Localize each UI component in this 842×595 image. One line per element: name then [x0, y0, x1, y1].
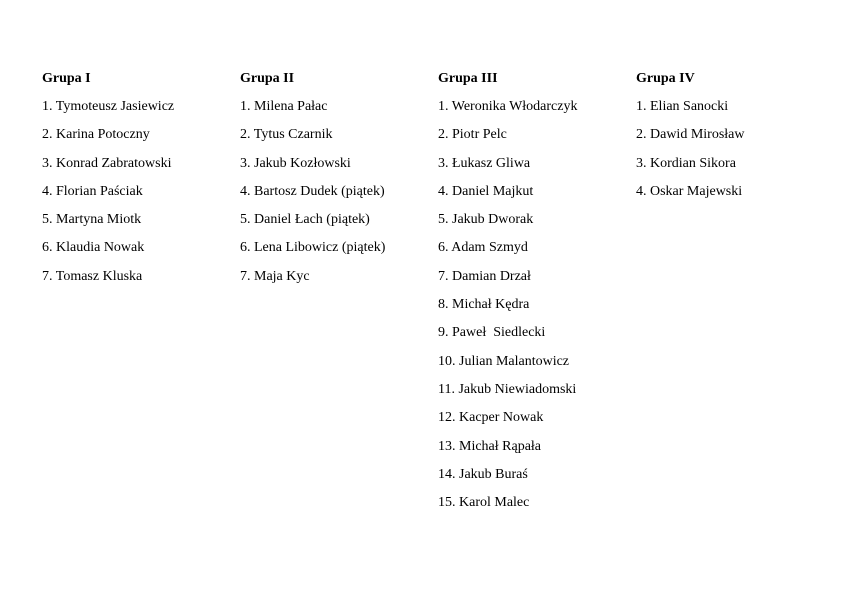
- list-item: 1. Milena Pałac: [240, 99, 328, 114]
- list-item: 4. Florian Paściak: [42, 183, 143, 199]
- group-2: [240, 70, 438, 296]
- member-list: [438, 98, 636, 522]
- list-item: 8. Michał Kędra: [438, 297, 530, 313]
- list-item: 13. Michał Rąpała: [438, 438, 542, 454]
- list-item: 1. Weronika Włodarczyk: [438, 99, 578, 114]
- group-title: Grupa II: [240, 71, 295, 86]
- member-list: [42, 98, 240, 296]
- list-item: 3. Konrad Zabratowski: [42, 155, 172, 171]
- list-item: 6. Klaudia Nowak: [42, 240, 145, 256]
- group-4: [636, 70, 834, 211]
- member-list: [636, 98, 834, 211]
- list-item: 3. Jakub Kozłowski: [240, 155, 351, 171]
- list-item: 12. Kacper Nowak: [438, 410, 544, 426]
- list-item: 7. Maja Kyc: [240, 268, 310, 284]
- list-item: 2. Dawid Mirosław: [636, 127, 745, 143]
- list-item: 11. Jakub Niewiadomski: [438, 381, 577, 397]
- group-3: [438, 70, 636, 522]
- list-item: 2. Karina Potoczny: [42, 127, 150, 143]
- group-title: Grupa I: [42, 71, 91, 86]
- list-item: 14. Jakub Buraś: [438, 466, 528, 482]
- list-item: 6. Lena Libowicz (piątek): [240, 240, 386, 256]
- list-item: 2. Tytus Czarnik: [240, 127, 333, 143]
- list-item: 6. Adam Szmyd: [438, 240, 528, 256]
- list-item: 3. Łukasz Gliwa: [438, 155, 531, 171]
- list-item: 4. Daniel Majkut: [438, 183, 534, 199]
- list-item: 15. Karol Malec: [438, 495, 530, 511]
- member-list: [240, 98, 438, 296]
- list-item: 1. Tymoteusz Jasiewicz: [42, 99, 175, 114]
- list-item: 5. Daniel Łach (piątek): [240, 212, 370, 228]
- list-item: 7. Tomasz Kluska: [42, 268, 143, 284]
- list-item: 10. Julian Malantowicz: [438, 353, 570, 369]
- list-item: 4. Oskar Majewski: [636, 183, 743, 199]
- list-item: 7. Damian Drzał: [438, 268, 531, 284]
- list-item: 5. Martyna Miotk: [42, 212, 142, 228]
- list-item: 1. Elian Sanocki: [636, 99, 729, 114]
- group-1: [42, 70, 240, 296]
- list-item: 4. Bartosz Dudek (piątek): [240, 183, 385, 199]
- group-title: Grupa IV: [636, 71, 695, 86]
- list-item: 9. Paweł Siedlecki: [438, 325, 546, 341]
- list-item: 2. Piotr Pelc: [438, 127, 507, 143]
- list-item: 3. Kordian Sikora: [636, 155, 736, 171]
- list-item: 5. Jakub Dworak: [438, 212, 534, 228]
- group-title: Grupa III: [438, 71, 498, 86]
